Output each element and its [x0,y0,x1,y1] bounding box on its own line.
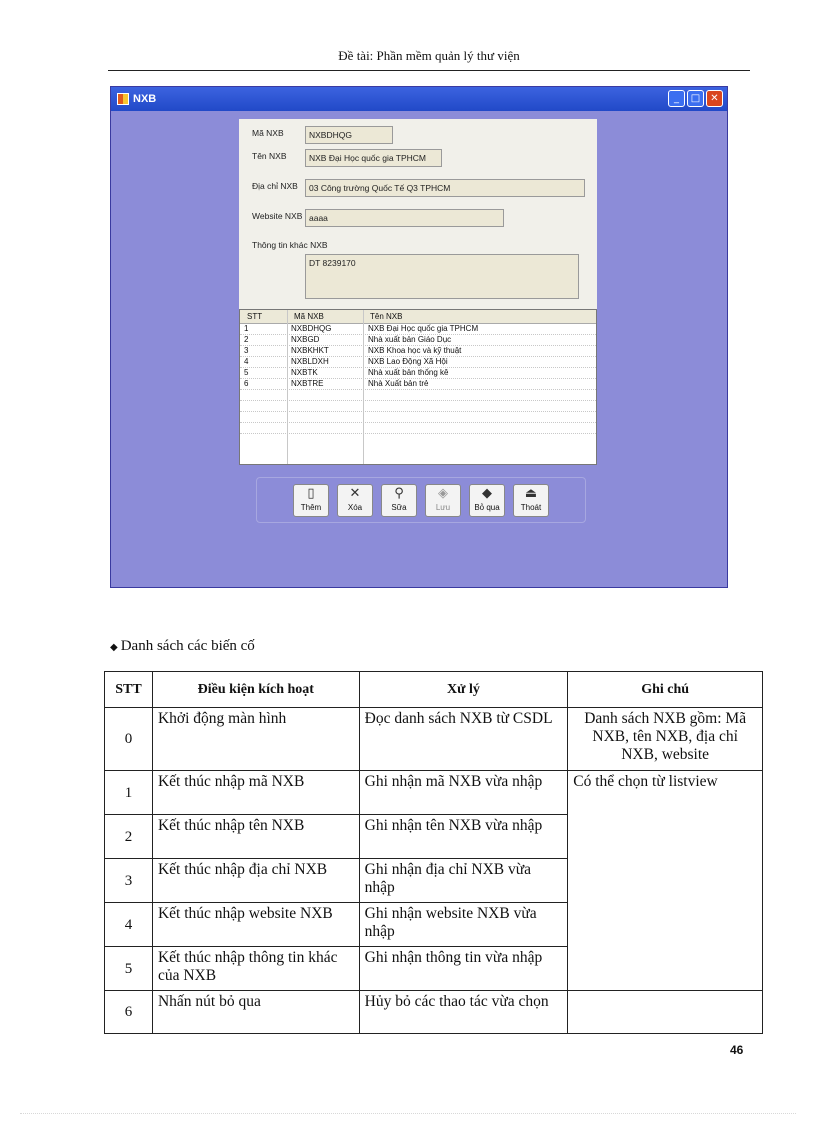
ma-nxb-field[interactable]: NXBDHQG [305,126,393,144]
cell-dieu-kien: Kết thúc nhập mã NXB [152,771,359,815]
list-item-ten: Nhà xuất bản Giáo Dục [368,335,452,344]
list-item-stt: 1 [244,324,249,333]
header-xu-ly: Xử lý [359,672,568,708]
cell-stt: 2 [105,815,153,859]
table-row [105,991,763,1034]
empty-row [240,390,596,401]
nxb-listview[interactable] [239,309,597,465]
save-icon: ◈ [438,486,448,501]
thong-tin-khac-label: Thông tin khác NXB [252,240,328,250]
cell-dieu-kien: Nhấn nút bỏ qua [152,991,359,1034]
list-item[interactable] [240,357,596,368]
sua-button[interactable] [381,484,417,517]
column-header-ten-nxb[interactable]: Tên NXB [370,312,403,321]
header-ghi-chu: Ghi chú [568,672,763,708]
cell-dieu-kien: Kết thúc nhập thông tin khác của NXB [152,947,359,991]
list-item[interactable] [240,346,596,357]
list-item-ten: Nhà xuất bản thống kê [368,368,449,377]
sua-button-label: Sữa [391,503,407,512]
cell-stt: 4 [105,903,153,947]
minimize-icon[interactable]: _ [668,90,685,107]
close-icon[interactable]: ✕ [706,90,723,107]
button-panel [256,477,586,523]
cell-xu-ly: Đọc danh sách NXB từ CSDL [359,708,568,771]
list-item[interactable] [240,335,596,346]
cell-ghi-chu: Danh sách NXB gồm: Mã NXB, tên NXB, địa chỉ NXB, website [568,708,763,771]
column-header-ma-nxb[interactable]: Mã NXB [294,312,324,321]
empty-row [240,412,596,423]
list-item[interactable] [240,324,596,335]
list-item-stt: 6 [244,379,249,388]
exit-icon: ⏏ [524,486,538,501]
section-title [110,638,255,655]
maximize-icon[interactable]: □ [687,90,704,107]
ten-nxb-label: Tên NXB [252,151,287,161]
list-item-ten: NXB Khoa học và kỹ thuật [368,346,462,355]
cell-stt: 5 [105,947,153,991]
list-item-ten: Nhà Xuất bản trẻ [368,379,429,388]
list-item-ma: NXBLDXH [291,357,329,366]
luu-button-label: Lưu [435,503,451,512]
cell-stt: 1 [105,771,153,815]
list-item-stt: 5 [244,368,249,377]
list-item-ten: NXB Đại Học quốc gia TPHCM [368,324,479,333]
xoa-button-label: Xóa [347,503,363,512]
app-icon [117,93,129,105]
event-table [104,671,763,1034]
cell-stt: 0 [105,708,153,771]
cell-xu-ly: Hủy bỏ các thao tác vừa chọn [359,991,568,1034]
window-title: NXB [133,93,157,105]
cell-xu-ly: Ghi nhận tên NXB vừa nhập [359,815,568,859]
new-document-icon: ▯ [307,486,315,501]
cell-stt: 6 [105,991,153,1034]
table-row [105,771,763,815]
them-button[interactable] [293,484,329,517]
form-panel [239,119,597,309]
ma-nxb-label: Mã NXB [252,128,284,138]
bo-qua-button-label: Bỏ qua [474,503,500,512]
cell-xu-ly: Ghi nhận website NXB vừa nhập [359,903,568,947]
delete-x-icon: ✕ [349,486,361,501]
xoa-button[interactable] [337,484,373,517]
list-item-stt: 4 [244,357,249,366]
list-item[interactable] [240,379,596,390]
empty-row [240,423,596,434]
column-header-stt[interactable]: STT [247,312,263,321]
website-nxb-label: Website NXB [252,211,303,221]
thong-tin-khac-field[interactable]: DT 8239170 [305,254,579,299]
cell-ghi-chu [568,991,763,1034]
table-header-row [105,672,763,708]
cell-xu-ly: Ghi nhận địa chỉ NXB vừa nhập [359,859,568,903]
cell-ghi-chu: Có thể chọn từ listview [568,771,763,991]
cell-dieu-kien: Khởi động màn hình [152,708,359,771]
website-nxb-field[interactable]: aaaa [305,209,504,227]
luu-button[interactable] [425,484,461,517]
header-dieu-kien: Điều kiện kích hoạt [152,672,359,708]
ten-nxb-field[interactable]: NXB Đại Học quốc gia TPHCM [305,149,442,167]
cell-dieu-kien: Kết thúc nhập tên NXB [152,815,359,859]
list-item-ma: NXBTK [291,368,318,377]
cell-xu-ly: Ghi nhận mã NXB vừa nhập [359,771,568,815]
them-button-label: Thêm [300,503,322,512]
table-row [105,708,763,771]
page-number: 46 [730,1043,744,1057]
cell-dieu-kien: Kết thúc nhập website NXB [152,903,359,947]
bo-qua-button[interactable] [469,484,505,517]
edit-wrench-icon: ⚲ [394,486,404,501]
skip-diamond-icon: ◆ [482,486,492,501]
thoat-button-label: Thoát [520,503,542,512]
dia-chi-nxb-label: Địa chỉ NXB [252,181,298,191]
cell-stt: 3 [105,859,153,903]
page-header: Đề tài: Phần mềm quản lý thư viện [108,48,750,71]
list-item[interactable] [240,368,596,379]
list-item-stt: 2 [244,335,249,344]
list-item-ma: NXBGD [291,335,320,344]
header-stt: STT [105,672,153,708]
list-item-stt: 3 [244,346,249,355]
bullet-diamond-icon: ◆ [110,642,118,653]
empty-row [240,401,596,412]
list-item-ten: NXB Lao Động Xã Hội [368,357,448,366]
cell-xu-ly: Ghi nhận thông tin vừa nhập [359,947,568,991]
list-item-ma: NXBKHKT [291,346,329,355]
list-item-ma: NXBDHQG [291,324,332,333]
section-title-text: Danh sách các biến cố [120,638,255,654]
cell-dieu-kien: Kết thúc nhập địa chỉ NXB [152,859,359,903]
list-item-ma: NXBTRE [291,379,324,388]
window-titlebar[interactable] [111,87,727,111]
listview-header [240,310,596,324]
footer-divider [20,1113,796,1114]
thoat-button[interactable] [513,484,549,517]
nxb-window [110,86,728,588]
dia-chi-nxb-field[interactable]: 03 Công trường Quốc Tế Q3 TPHCM [305,179,585,197]
